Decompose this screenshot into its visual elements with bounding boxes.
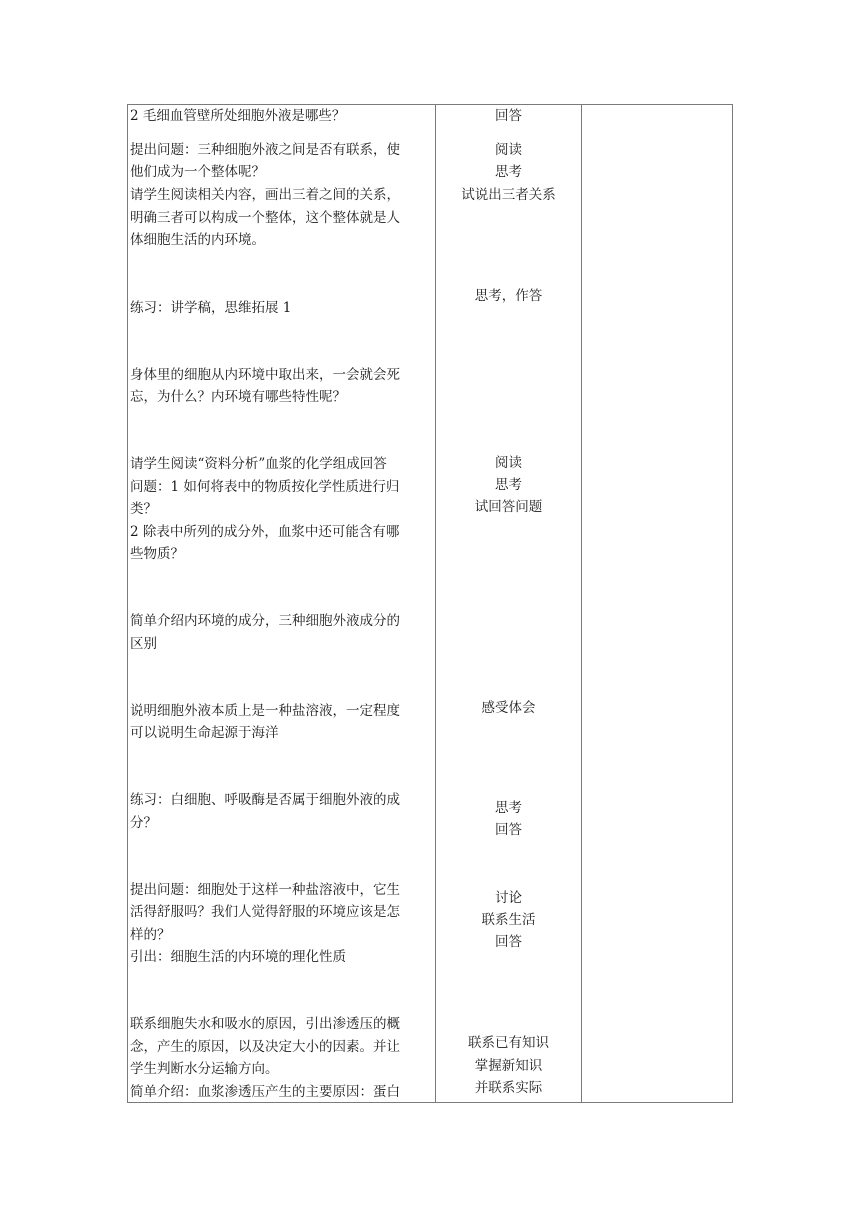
teacher-activity-line: 简单介绍：血浆渗透压产生的主要原因：蛋白	[130, 1084, 400, 1100]
teacher-activity-line: 练习：白细胞、呼吸酶是否属于细胞外液的成	[130, 792, 400, 808]
student-activity-line: 感受体会	[481, 700, 536, 716]
teacher-activity-line: 忘，为什么？内环境有哪些特性呢？	[130, 389, 346, 405]
student-activity-line: 并联系实际	[474, 1080, 543, 1096]
teacher-activity-line: 念，产生的原因，以及决定大小的因素。并让	[130, 1039, 400, 1055]
teacher-activity-line: 说明细胞外液本质上是一种盐溶液，一定程度	[130, 703, 400, 719]
teacher-activity-line: 体细胞生活的内环境。	[130, 232, 265, 248]
student-activity-line: 联系已有知识	[468, 1035, 549, 1051]
student-activity-line: 讨论	[495, 890, 522, 906]
student-activity-line: 试回答问题	[474, 499, 543, 515]
student-activity-line: 回答	[495, 822, 522, 838]
student-activity-line: 试说出三者关系	[461, 187, 556, 203]
teacher-activity-line: 类？	[130, 501, 157, 517]
student-activity-line: 掌握新知识	[474, 1058, 543, 1074]
teacher-activity-line: 请学生阅读相关内容，画出三着之间的关系，	[130, 187, 400, 203]
teacher-activity-line: 练习：讲学稿，思维拓展 1	[130, 300, 292, 316]
teacher-activity-line: 活得舒服吗？我们人觉得舒服的环境应该是怎	[130, 904, 400, 920]
student-activity-line: 思考	[495, 477, 522, 493]
student-activity-line: 阅读	[495, 455, 522, 471]
student-activity-line: 联系生活	[481, 912, 536, 928]
teacher-activity-line: 请学生阅读“资料分析”血浆的化学组成回答	[130, 456, 387, 472]
teacher-activity-line: 2 毛细血管壁所处细胞外液是哪些？	[130, 108, 346, 124]
teacher-activity-line: 问题：1 如何将表中的物质按化学性质进行归	[130, 479, 400, 495]
teacher-activity-line: 明确三者可以构成一个整体，这个整体就是人	[130, 210, 400, 226]
lesson-table	[127, 104, 733, 1103]
teacher-activity-line: 可以说明生命起源于海洋	[130, 725, 279, 741]
student-activity-line: 回答	[495, 108, 522, 124]
column-divider	[581, 105, 582, 1102]
student-activity-line: 阅读	[495, 142, 522, 158]
teacher-activity-line: 2 除表中所列的成分外，血浆中还可能含有哪	[130, 524, 400, 540]
teacher-activity-line: 他们成为一个整体呢？	[130, 164, 265, 180]
teacher-activity-line: 区别	[130, 636, 157, 652]
teacher-activity-line: 身体里的细胞从内环境中取出来，一会就会死	[130, 367, 400, 383]
teacher-activity-line: 提出问题：细胞处于这样一种盐溶液中，它生	[130, 882, 400, 898]
teacher-activity-line: 样的？	[130, 927, 171, 943]
teacher-activity-line: 学生判断水分运输方向。	[130, 1061, 279, 1077]
teacher-activity-line: 简单介绍内环境的成分，三种细胞外液成分的	[130, 613, 400, 629]
student-activity-line: 思考	[495, 800, 522, 816]
teacher-activity-line: 联系细胞失水和吸水的原因，引出渗透压的概	[130, 1016, 400, 1032]
teacher-activity-line: 引出：细胞生活的内环境的理化性质	[130, 949, 346, 965]
student-activity-line: 思考，作答	[474, 288, 543, 304]
teacher-activity-line: 提出问题：三种细胞外液之间是否有联系，使	[130, 142, 400, 158]
student-activity-line: 思考	[495, 164, 522, 180]
teacher-activity-line: 些物质？	[130, 546, 184, 562]
student-activity-line: 回答	[495, 934, 522, 950]
teacher-activity-line: 分？	[130, 815, 157, 831]
